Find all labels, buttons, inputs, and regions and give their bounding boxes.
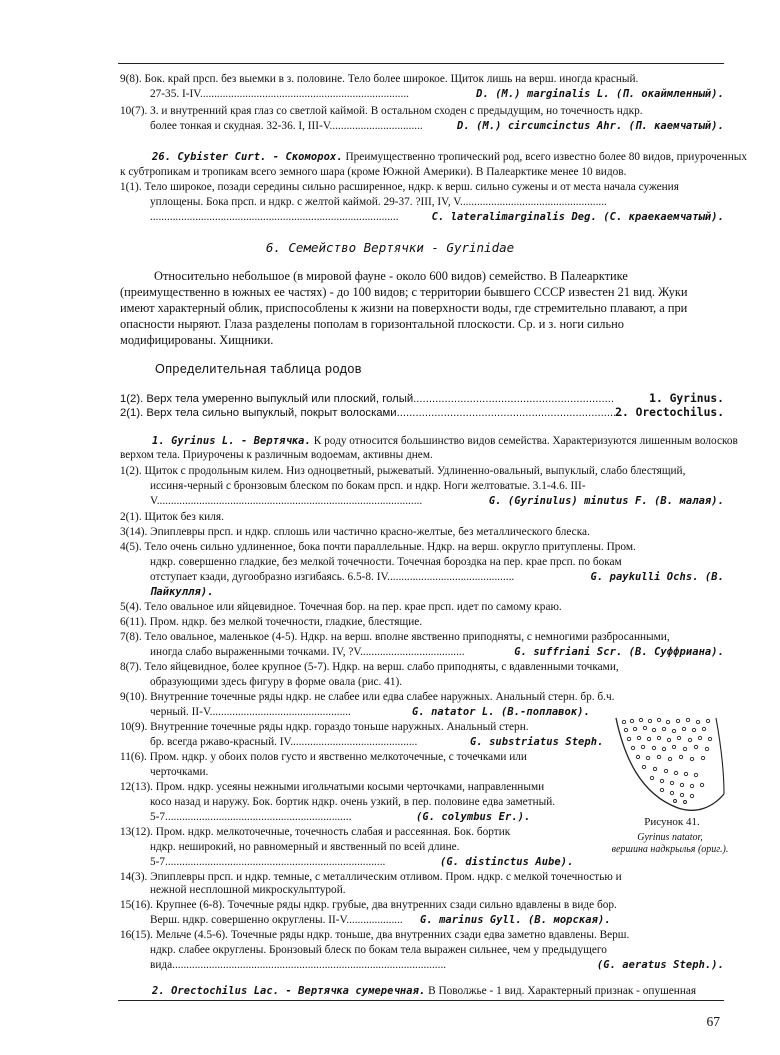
couplet-14-line-2: нежной несплошной микроскульптурой. (150, 884, 346, 896)
entry-9-species: D. (M.) marginalis L. (П. окаймленный). (476, 88, 724, 100)
genus-key-2-result: 2. Orectochilus. (615, 406, 724, 419)
couplet-16-line-3: вида................................................................................................. (150, 959, 447, 971)
couplet-11-line-1: 11(6). Пром. ндкр. у обоих полов густо и явственно мелкоточечные, с точечками или (120, 751, 527, 763)
couplet-8-line-2: образующими здесь фигуру в форме овала (рис. 41). (150, 676, 403, 688)
couplet-13-line-1: 13(12). Пром. ндкр. мелкоточечные, точечность слабая и рассеянная. Бок. бортик (120, 826, 511, 838)
couplet-9-line-1: 9(10). Внутренние точечные ряды ндкр. не слабее или едва слабее наружных. Анальный стерн. бр. б.ч. (120, 691, 615, 703)
top-rule (118, 63, 724, 64)
couplet-8-line-1: 8(7). Тело яйцевидное, более крупное (5-7). Ндкр. на верш. слабо приподняты, с вдавленными точками, (120, 661, 619, 673)
couplet-4-line-2: ндкр. совершенно гладкие, без мелкой точечности. Точечная бороздка на пер. крае прсп. по бокам (150, 556, 622, 568)
orectochilus-name: 2. Orectochilus Lac. - Вертячка сумеречная. (152, 985, 426, 997)
page-number: 67 (706, 1014, 720, 1029)
couplet-13-line-2: ндкр. неширокий, но равномерный и явственный по всей длине. (150, 841, 460, 853)
family-title: 6. Семейство Вертячки - Gyrinidae (265, 240, 515, 255)
genus-key-2: 2(1). Верх тела сильно выпуклый, покрыт волосками........................................................................ (120, 407, 623, 419)
couplet-5: 5(4). Тело овальное или яйцевидное. Точечная бор. на пер. крае прсп. идет по самому краю. (120, 601, 562, 613)
figure-41-caption-1: Gyrinus natator, (637, 832, 703, 843)
couplet-10-line-2: бр. всегда ржаво-красный. IV............................................. (150, 736, 418, 748)
entry-10-line-1: 10(7). З. и внутренний края глаз со светлой каймой. В остальном сходен с предыдущим, но точечность ндкр. (120, 105, 643, 117)
couplet-13-species: (G. distinctus Aube). (440, 856, 574, 868)
figure-41-label: Рисунок 41. (644, 816, 700, 828)
couplet-9-species: G. natator L. (В.-поплавок). (412, 706, 590, 718)
genus-26-name: 26. Cybister Curt. - Скоморох. (152, 151, 343, 163)
entry-9-line-1: 9(8). Бок. край прсп. без выемки в з. половине. Тело более широкое. Щиток лишь на верш. иногда красный. (120, 73, 639, 85)
couplet-6: 6(11). Пром. ндкр. без мелкой точечности, гладкие, блестящие. (120, 616, 423, 628)
couplet-12-species: (G. colymbus Er.). (416, 811, 531, 823)
orectochilus-line (152, 984, 696, 998)
couplet-7-line-2: иногда слабо выраженными точками. IV, ?V..................................... (150, 646, 465, 658)
couplet-4-species: G. paykulli Ochs. (В. (590, 571, 724, 583)
couplet-4-line-3: отступает кзади, дугообразно изгибаясь. 6.5-8. IV............................................. (150, 571, 515, 583)
couplet-7-line-1: 7(8). Тело овальное, маленькое (4-5). Ндкр. на верш. вполне явственно приподняты, с немногими разбросанными, (120, 631, 670, 643)
gyrinus-intro-line-1 (152, 434, 738, 448)
genus-26-desc: Преимущественно тропический род, всего известно более 80 видов, приуроченных (345, 151, 748, 163)
gyrinus-desc: К роду относится большинство видов семейства. Характеризуются лишенным волосков (313, 435, 738, 447)
couplet-16-line-2: ндкр. слабее округлены. Бронзовый блеск по бокам тела выражен сильнее, чем у предыдущего (150, 944, 607, 956)
key-heading: Определительная таблица родов (155, 362, 362, 376)
entry-1-species: C. lateralimarginalis Deg. (С. краекаемчатый). (431, 211, 724, 223)
couplet-1-line-3: V.............................................................................................. (150, 495, 423, 507)
bottom-rule (118, 1000, 724, 1001)
couplet-3: 3(14). Эпиплевры прсп. и ндкр. сплошь или частично красно-желтые, без металлического блеска. (120, 526, 590, 538)
couplet-15-line-1: 15(16). Крупнее (6-8). Точечные ряды ндкр. грубые, два внутренних сзади сильно вдавлены в виде бор. (120, 899, 617, 911)
orectochilus-desc: В Поволжье - 1 вид. Характерный признак - опушенная (428, 985, 697, 997)
couplet-10-species: G. substriatus Steph. (470, 736, 604, 748)
entry-1-line-2: уплощены. Бока прсп. и ндкр. с желтой каймой. 29-37. ?III, IV, V.................................................... (150, 196, 607, 208)
intro-line-4: опасности ныряют. Глаза разделены пополам в горизонтальной плоскости. Ср. и з. ноги сильно (120, 317, 624, 331)
couplet-13-line-3: 5-7.............................................................................. (150, 856, 386, 868)
genus-26-line-2: к субтропикам и тропикам всего земного шара (кроме Южной Америки). В Палеарктике менее 10 видов. (120, 166, 627, 178)
figure-41-drawing (612, 716, 730, 812)
entry-10-line-2: более тонкая и скудная. 32-36. I, III-V................................. (150, 120, 423, 132)
entry-9-line-2: 27-35. I-IV.......................................................................... (150, 88, 409, 100)
couplet-16-species: (G. aeratus Steph.). (596, 959, 724, 971)
couplet-2: 2(1). Щиток без киля. (120, 511, 224, 523)
gyrinus-intro-line-2: верхом тела. Приурочены к различным водоемам, активны днем. (120, 449, 433, 461)
entry-1-line-1: 1(1). Тело широкое, позади середины сильно расширенное, ндкр. к верш. сильно сужены и от места начала сужения (120, 181, 679, 193)
couplet-12-line-3: 5-7.................................................................. (150, 811, 352, 823)
couplet-15-line-2: Верш. ндкр. совершенно округлены. II-V.................... (150, 914, 403, 926)
intro-line-2: (преимущественно в южных ее частях) - до 100 видов; с территории бывшего СССР известен 21 вид. Жуки (120, 285, 688, 299)
couplet-1-line-1: 1(2). Щиток с продольным килем. Низ одноцветный, рыжеватый. Удлиненно-овальный, выпуклый, слабо блестящий, (120, 465, 686, 477)
couplet-9-line-2: черный. II-V.................................................. (150, 706, 351, 718)
couplet-12-line-2: косо назад и наружу. Бок. бортик ндкр. очень узкий, в пер. половине едва заметный. (150, 796, 556, 808)
entry-1-line-3: ........................................................................................ (150, 211, 399, 223)
couplet-15-species: G. marinus Gyll. (В. морская). (420, 914, 611, 926)
couplet-4-species-cont: Пайкулля). (150, 586, 214, 598)
genus-key-1-result: 1. Gyrinus. (649, 392, 724, 405)
couplet-10-line-1: 10(9). Внутренние точечные ряды ндкр. гораздо тоньше наружных. Анальный стерн. (120, 721, 529, 733)
couplet-11-line-2: черточками. (150, 766, 209, 778)
genus-key-1: 1(2). Верх тела умеренно выпуклый или плоский, голый................................................................ (120, 393, 615, 405)
couplet-1-species: G. (Gyrinulus) minutus F. (В. малая). (488, 495, 724, 507)
intro-line-1: Относительно небольшое (в мировой фауне - около 600 видов) семейство. В Палеарктике (154, 269, 628, 283)
couplet-1-line-2: иссиня-черный с бронзовым блеском по бокам прсп. и ндкр. Ноги желтоватые. 3.1-4.6. III- (150, 480, 586, 492)
couplet-4-line-1: 4(5). Тело очень сильно удлиненное, бока почти параллельные. Ндкр. на верш. округло притуплены. Пром. (120, 541, 636, 553)
couplet-14-line-1: 14(3). Эпиплевры прсп. и ндкр. темные, с металлическим отливом. Пром. ндкр. с мелкой точечностью и (120, 871, 622, 883)
couplet-7-species: G. suffriani Scr. (В. Суффриана). (514, 646, 724, 658)
intro-line-3: имеют характерный облик, приспособлены к жизни на поверхности воды, где стремительно плавают, а при (120, 301, 688, 315)
figure-41-caption-2: вершина надкрылья (ориг.). (611, 844, 729, 855)
genus-26-line-1 (152, 150, 747, 164)
gyrinus-name: 1. Gyrinus L. - Вертячка. (152, 435, 311, 447)
couplet-12-line-1: 12(13). Пром. ндкр. усеяны нежными игольчатыми косыми черточками, направленными (120, 781, 545, 793)
entry-10-species: D. (M.) circumcinctus Ahr. (П. каемчатый). (457, 120, 724, 132)
couplet-16-line-1: 16(15). Мельче (4.5-6). Точечные ряды ндкр. тоньше, два внутренних сзади едва заметно вдавлены. Верш. (120, 929, 630, 941)
intro-line-5: модифицированы. Хищники. (120, 333, 274, 347)
